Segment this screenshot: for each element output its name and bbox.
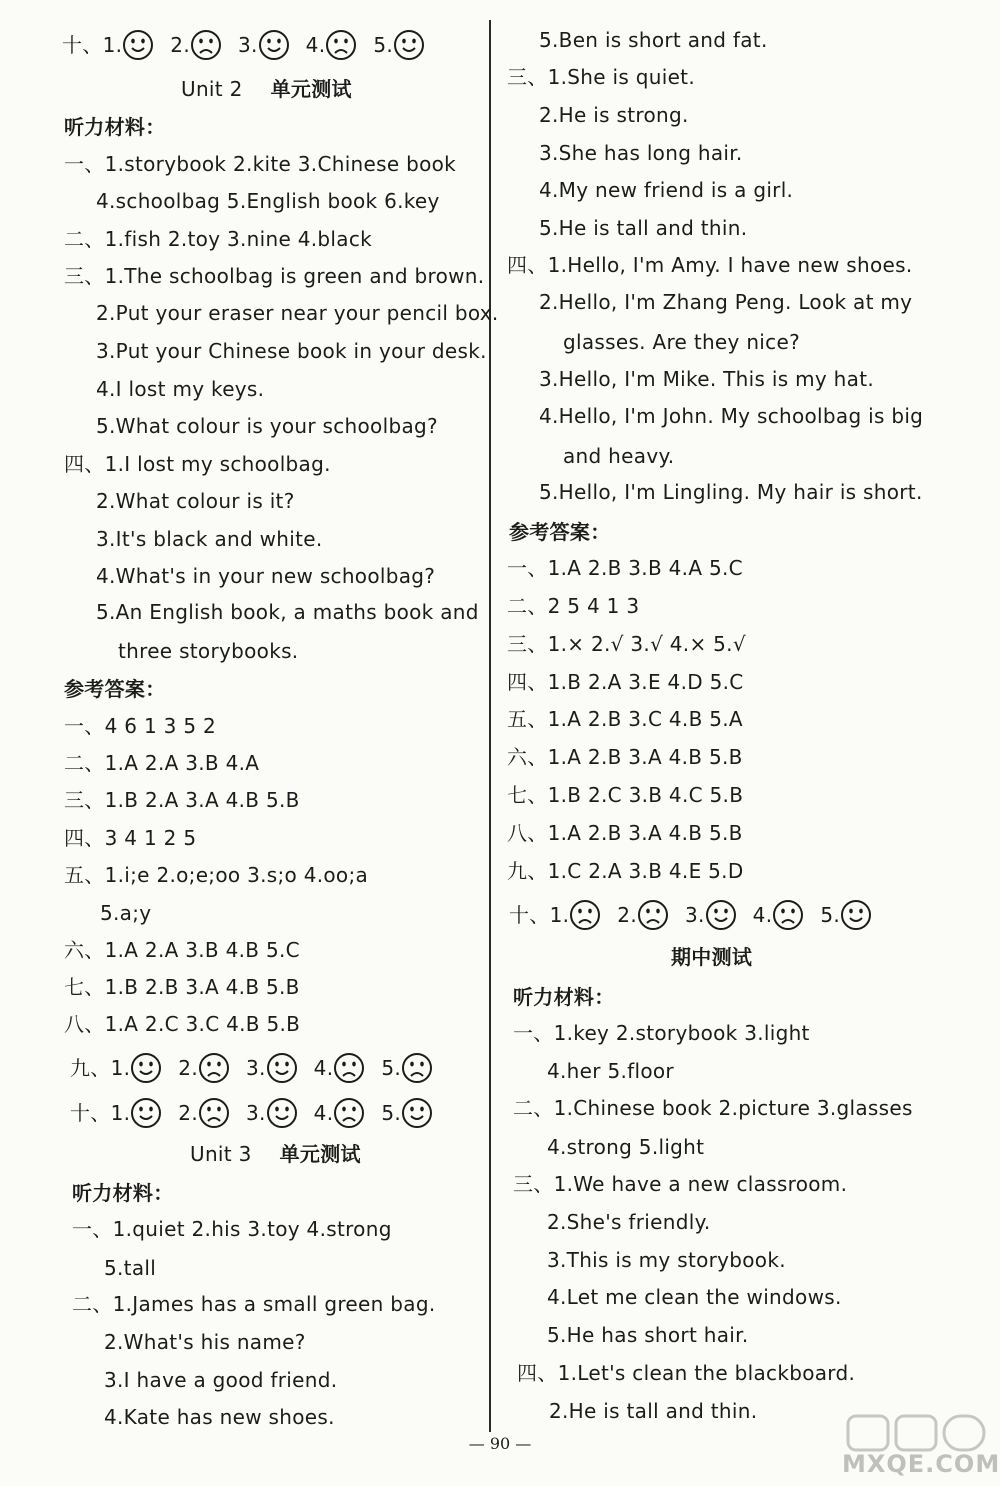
face-answer xyxy=(617,899,669,931)
face-number: 3. xyxy=(245,1101,266,1125)
row-prefix: 九、 xyxy=(70,1056,111,1080)
sad-face-icon xyxy=(401,1052,433,1084)
smiley-face-icon xyxy=(266,1097,298,1129)
answer-line: 六、1.A 2.B 3.A 4.B 5.B xyxy=(507,745,743,769)
sad-face-icon xyxy=(333,1052,365,1084)
text-line: 四、1.Let's clean the blackboard. xyxy=(517,1361,856,1385)
answer-line: 五、1.A 2.B 3.C 4.B 5.A xyxy=(507,707,743,731)
face-number: 1. xyxy=(110,1101,131,1125)
text-line: three storybooks. xyxy=(118,639,299,663)
unit-title: Unit 2 xyxy=(181,77,243,101)
face-answer xyxy=(178,1097,230,1129)
text-line: 5.Ben is short and fat. xyxy=(539,28,768,52)
face-number: 5. xyxy=(381,1101,402,1125)
smiley-face-icon xyxy=(705,899,737,931)
section-title xyxy=(181,77,352,101)
face-number: 4. xyxy=(313,1056,334,1080)
row-prefix: 十、 xyxy=(62,33,103,57)
answer-label: 参考答案： xyxy=(64,677,166,701)
text-line: 5.An English book, a maths book and xyxy=(96,600,479,624)
text-line: 4.Hello, I'm John. My schoolbag is big xyxy=(539,404,924,428)
sad-face-icon xyxy=(190,29,222,61)
face-answer xyxy=(820,899,872,931)
text-line: 四、1.Hello, I'm Amy. I have new shoes. xyxy=(507,253,913,277)
text-line: 3.It's black and white. xyxy=(96,527,323,551)
watermark-text: MXQE.COM xyxy=(842,1450,1000,1478)
face-answer xyxy=(314,1052,366,1084)
section-title: 期中测试 xyxy=(671,945,753,969)
text-line: 2.What's his name? xyxy=(104,1330,306,1354)
unit-title: Unit 3 xyxy=(190,1142,252,1166)
text-line: 2.He is strong. xyxy=(539,103,689,127)
smiley-face-icon xyxy=(401,1097,433,1129)
text-line: 一、1.key 2.storybook 3.light xyxy=(513,1021,810,1045)
answer-line: 八、1.A 2.B 3.A 4.B 5.B xyxy=(507,821,743,845)
text-line: 2.He is tall and thin. xyxy=(549,1399,758,1423)
face-answer xyxy=(170,29,222,61)
answer-line: 八、1.A 2.C 3.C 4.B 5.B xyxy=(64,1012,301,1036)
face-answer xyxy=(103,29,155,61)
text-line: 5.tall xyxy=(104,1256,157,1280)
answer-line: 四、1.B 2.A 3.E 4.D 5.C xyxy=(507,670,744,694)
sad-face-icon xyxy=(637,899,669,931)
sad-face-icon xyxy=(569,899,601,931)
smiley-face-icon xyxy=(130,1097,162,1129)
face-number: 1. xyxy=(102,33,123,57)
sad-face-icon xyxy=(325,29,357,61)
text-line: 2.What colour is it? xyxy=(96,489,295,513)
face-number: 2. xyxy=(617,903,637,927)
sad-face-icon xyxy=(333,1097,365,1129)
answer-line: 七、1.B 2.C 3.B 4.C 5.B xyxy=(507,783,744,807)
text-line: 4.Let me clean the windows. xyxy=(547,1285,842,1309)
page-number: — 90 — xyxy=(468,1434,532,1453)
text-line: 2.Hello, I'm Zhang Peng. Look at my xyxy=(539,290,913,314)
smiley-face-icon xyxy=(840,899,872,931)
text-line: glasses. Are they nice? xyxy=(563,330,800,354)
smiley-answer-row xyxy=(62,29,425,61)
text-line: 3.She has long hair. xyxy=(539,141,743,165)
text-line: 4.I lost my keys. xyxy=(96,377,265,401)
listening-label: 听力材料： xyxy=(513,985,615,1009)
face-number: 4. xyxy=(305,33,326,57)
face-answer xyxy=(753,899,805,931)
answer-line: 五、1.i;e 2.o;e;oo 3.s;o 4.oo;a xyxy=(64,863,369,887)
unit-title-cn: 单元测试 xyxy=(279,1142,361,1166)
unit-title-cn: 单元测试 xyxy=(270,77,352,101)
answer-line: 三、1.B 2.A 3.A 4.B 5.B xyxy=(64,788,300,812)
answer-line: 四、3 4 1 2 5 xyxy=(64,826,197,850)
row-prefix: 十、 xyxy=(70,1101,111,1125)
answer-label: 参考答案： xyxy=(509,520,611,544)
text-line: 4.What's in your new schoolbag? xyxy=(96,564,436,588)
smiley-face-icon xyxy=(266,1052,298,1084)
smiley-face-icon xyxy=(130,1052,162,1084)
section-title xyxy=(190,1142,361,1166)
face-answer xyxy=(314,1097,366,1129)
smiley-faces xyxy=(550,899,872,931)
row-prefix: 十、 xyxy=(509,903,550,927)
text-line: 2.She's friendly. xyxy=(547,1210,711,1234)
text-line: 3.I have a good friend. xyxy=(104,1368,338,1392)
face-number: 3. xyxy=(245,1056,266,1080)
text-line: 3.This is my storybook. xyxy=(547,1248,786,1272)
answer-line: 二、1.A 2.A 3.B 4.A xyxy=(64,751,260,775)
listening-label: 听力材料： xyxy=(72,1181,174,1205)
column-divider xyxy=(489,20,491,1432)
smiley-faces xyxy=(111,1097,433,1129)
text-line: 四、1.I lost my schoolbag. xyxy=(64,452,331,476)
text-line: 4.strong 5.light xyxy=(547,1135,705,1159)
face-number: 5. xyxy=(381,1056,402,1080)
answer-line: 一、4 6 1 3 5 2 xyxy=(64,714,217,738)
answer-line: 一、1.A 2.B 3.B 4.A 5.C xyxy=(507,556,743,580)
face-answer xyxy=(373,29,425,61)
face-number: 1. xyxy=(110,1056,131,1080)
text-line: 三、1.We have a new classroom. xyxy=(513,1172,848,1196)
face-answer xyxy=(381,1052,433,1084)
listening-label: 听力材料： xyxy=(64,115,166,139)
text-line: 2.Put your eraser near your pencil box. xyxy=(96,301,499,325)
face-number: 2. xyxy=(170,33,190,57)
text-line: 5.He has short hair. xyxy=(547,1323,749,1347)
smiley-faces xyxy=(111,1052,433,1084)
text-line: 3.Hello, I'm Mike. This is my hat. xyxy=(539,367,874,391)
text-line: 二、1.fish 2.toy 3.nine 4.black xyxy=(64,227,373,251)
smiley-faces xyxy=(103,29,425,61)
face-number: 3. xyxy=(684,903,705,927)
answer-line: 七、1.B 2.B 3.A 4.B 5.B xyxy=(64,975,300,999)
face-number: 5. xyxy=(820,903,841,927)
sad-face-icon xyxy=(772,899,804,931)
smiley-answer-row xyxy=(70,1052,433,1084)
sad-face-icon xyxy=(198,1052,230,1084)
face-answer xyxy=(550,899,602,931)
face-answer xyxy=(246,1052,298,1084)
text-line: 4.My new friend is a girl. xyxy=(539,178,794,202)
text-line: 三、1.The schoolbag is green and brown. xyxy=(64,264,485,288)
text-line: 4.her 5.floor xyxy=(547,1059,674,1083)
face-number: 4. xyxy=(313,1101,334,1125)
text-line: 4.Kate has new shoes. xyxy=(104,1405,335,1429)
sad-face-icon xyxy=(198,1097,230,1129)
text-line: 5.He is tall and thin. xyxy=(539,216,748,240)
answer-line: 九、1.C 2.A 3.B 4.E 5.D xyxy=(507,859,744,883)
face-number: 1. xyxy=(549,903,570,927)
face-number: 2. xyxy=(178,1056,198,1080)
text-line: 二、1.James has a small green bag. xyxy=(72,1292,436,1316)
face-number: 2. xyxy=(178,1101,198,1125)
smiley-face-icon xyxy=(122,29,154,61)
text-line: 5.Hello, I'm Lingling. My hair is short. xyxy=(539,480,923,504)
face-answer xyxy=(111,1052,163,1084)
smiley-face-icon xyxy=(393,29,425,61)
text-line: 4.schoolbag 5.English book 6.key xyxy=(96,189,440,213)
text-line: 二、1.Chinese book 2.picture 3.glasses xyxy=(513,1096,913,1120)
face-number: 5. xyxy=(373,33,394,57)
face-answer xyxy=(178,1052,230,1084)
face-number: 4. xyxy=(752,903,773,927)
face-answer xyxy=(238,29,290,61)
smiley-answer-row xyxy=(509,899,872,931)
face-number: 3. xyxy=(237,33,258,57)
face-answer xyxy=(111,1097,163,1129)
face-answer xyxy=(246,1097,298,1129)
text-line: 一、1.quiet 2.his 3.toy 4.strong xyxy=(72,1217,392,1241)
smiley-face-icon xyxy=(258,29,290,61)
text-line: 3.Put your Chinese book in your desk. xyxy=(96,339,487,363)
text-line: 5.What colour is your schoolbag? xyxy=(96,414,438,438)
answer-line: 三、1.× 2.√ 3.√ 4.× 5.√ xyxy=(507,632,746,656)
text-line: 三、1.She is quiet. xyxy=(507,65,695,89)
smiley-answer-row xyxy=(70,1097,433,1129)
face-answer xyxy=(685,899,737,931)
answer-line: 六、1.A 2.A 3.B 4.B 5.C xyxy=(64,938,300,962)
face-answer xyxy=(381,1097,433,1129)
answer-line: 5.a;y xyxy=(100,901,152,925)
answer-line: 二、2 5 4 1 3 xyxy=(507,594,640,618)
text-line: 一、1.storybook 2.kite 3.Chinese book xyxy=(64,152,457,176)
text-line: and heavy. xyxy=(563,444,675,468)
face-answer xyxy=(306,29,358,61)
watermark-logo xyxy=(842,1412,1000,1478)
